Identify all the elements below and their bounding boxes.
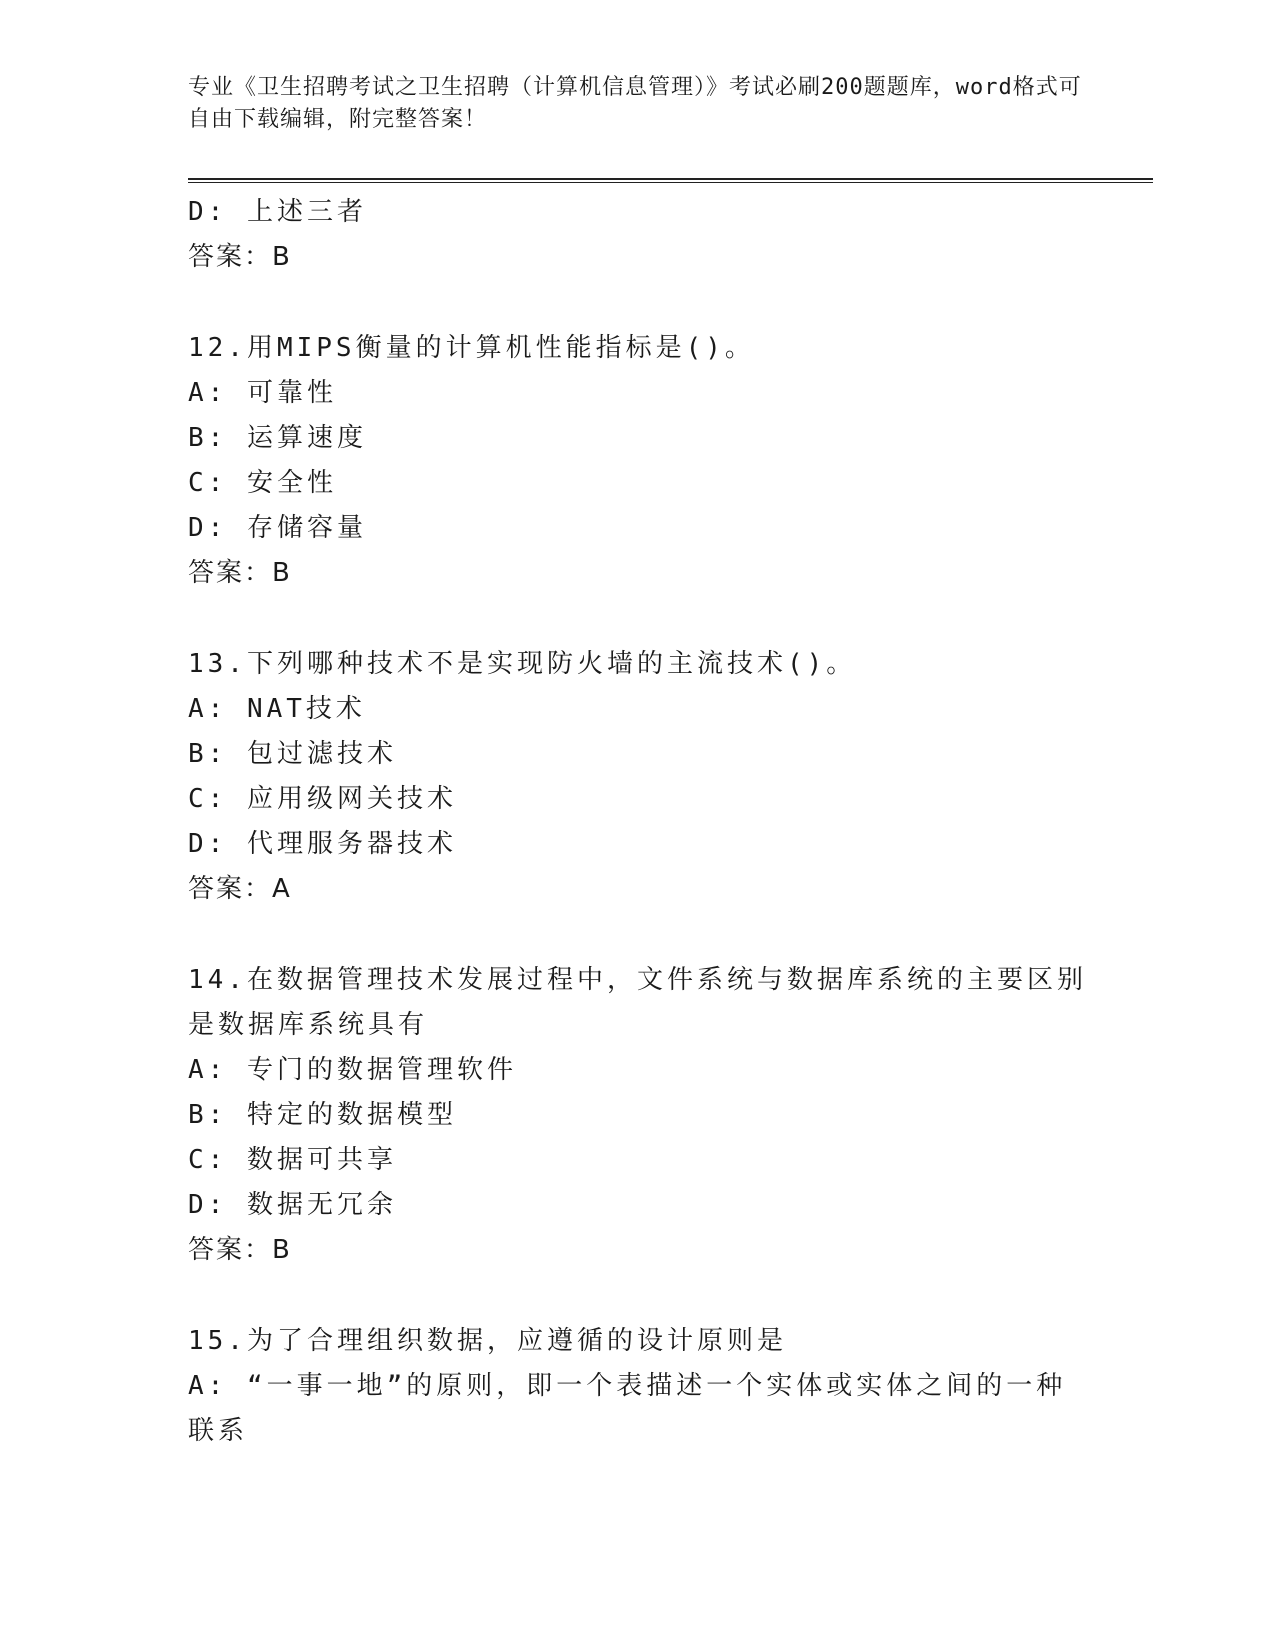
question-stem: 13.下列哪种技术不是实现防火墙的主流技术()。 (188, 649, 857, 679)
spacer (188, 280, 1088, 326)
question-15 (188, 1319, 1088, 1454)
option-c: C: 安全性 (188, 468, 337, 498)
question-14 (188, 958, 1088, 1273)
spacer (188, 912, 1088, 958)
option-b: B: 运算速度 (188, 423, 367, 453)
prev-answer: 答案：B (188, 242, 292, 272)
header-text: 专业《卫生招聘考试之卫生招聘（计算机信息管理）》考试必刷200题题库，word格式可自由下载编辑，附完整答案！ (188, 75, 1082, 132)
option-b: B: 包过滤技术 (188, 739, 397, 769)
option-d: D: 代理服务器技术 (188, 829, 457, 859)
option-c: C: 应用级网关技术 (188, 784, 457, 814)
answer: 答案：A (188, 874, 292, 904)
spacer (188, 596, 1088, 642)
answer: 答案：B (188, 558, 292, 588)
question-12 (188, 326, 1088, 596)
answer: 答案：B (188, 1235, 292, 1265)
question-stem: 12.用MIPS衡量的计算机性能指标是()。 (188, 333, 755, 363)
option-a: A: NAT技术 (188, 694, 366, 724)
document-header (188, 72, 1088, 136)
question-list (188, 190, 1088, 1454)
option-a: A: 可靠性 (188, 378, 337, 408)
option-a: A: “一事一地”的原则，即一个表描述一个实体或实体之间的一种联系 (188, 1371, 1067, 1446)
question-stem: 15.为了合理组织数据，应遵循的设计原则是 (188, 1326, 787, 1356)
question-stem: 14.在数据管理技术发展过程中，文件系统与数据库系统的主要区别是数据库系统具有 (188, 965, 1087, 1040)
option-b: B: 特定的数据模型 (188, 1100, 457, 1130)
spacer (188, 1273, 1088, 1319)
option-d: D: 存储容量 (188, 513, 367, 543)
option-a: A: 专门的数据管理软件 (188, 1055, 517, 1085)
header-divider (188, 178, 1153, 183)
question-13 (188, 642, 1088, 912)
option-c: C: 数据可共享 (188, 1145, 397, 1175)
prev-option-d: D: 上述三者 (188, 197, 367, 227)
option-d: D: 数据无冗余 (188, 1190, 397, 1220)
